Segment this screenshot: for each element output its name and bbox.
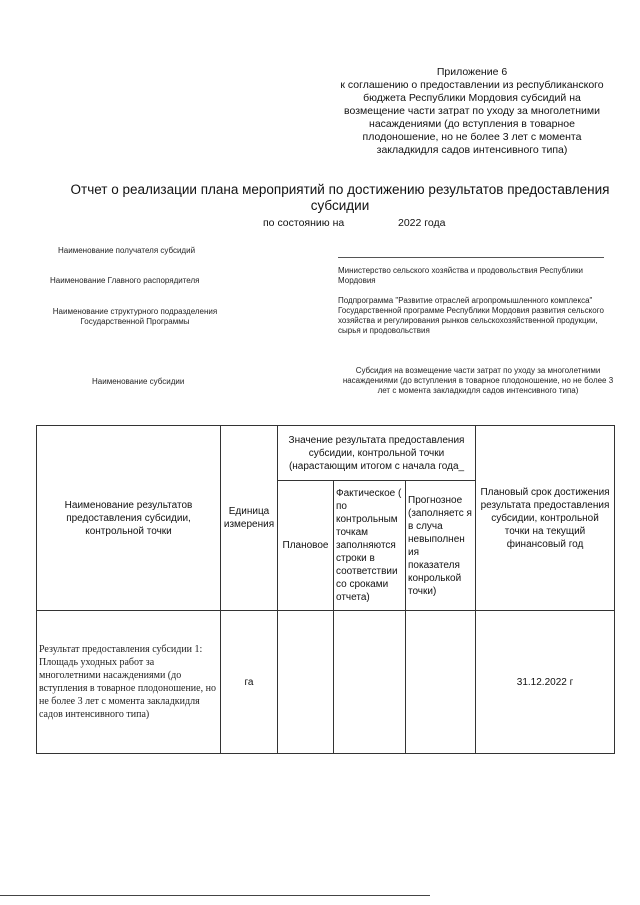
appendix-line: закладкидля садов интенсивного типа) — [376, 144, 568, 156]
appendix-line: к соглашению о предоставлении из республиканского — [340, 79, 604, 91]
appendix-line: бюджета Республики Мордовия субсидий на — [363, 92, 581, 104]
subsidy-label: Наименование субсидии — [92, 377, 185, 386]
header-forecast: Прогнозное (заполняетс я в случа невыполнен ия показателя конролькой точки) — [406, 481, 476, 611]
header-deadline: Плановый срок достижения результата предоставления субсидии, контрольной точки на текущий финансовый год — [476, 426, 615, 611]
row-forecast — [406, 611, 476, 754]
main-manager-label: Наименование Главного распорядителя — [50, 276, 200, 285]
report-title-line1: Отчет о реализации плана мероприятий по достижению результатов предоставления — [70, 182, 610, 197]
row-unit: га — [221, 611, 278, 754]
report-title — [60, 182, 620, 214]
header-actual: Фактическое ( по контрольным точкам заполняются строки в соответствии со сроками отчета) — [334, 481, 406, 611]
footer-divider — [0, 895, 430, 896]
report-state-label: по состоянию на — [263, 217, 345, 229]
row-planned — [278, 611, 334, 754]
recipient-value-line — [338, 257, 604, 258]
header-unit: Единица измерения — [221, 426, 278, 611]
report-title-line2: субсидии — [310, 198, 370, 213]
table-row — [37, 611, 615, 754]
row-deadline: 31.12.2022 г — [476, 611, 615, 754]
appendix-line: плодоношение, но не более 3 лет с момента — [362, 131, 582, 143]
row-name: Результат предоставления субсидии 1: Площадь уходных работ за многолетними насаждениями (до вступления в товарное плодоношение, но не более 3 лет с момента закладкидля садов интенсивного типа) — [37, 611, 221, 754]
header-value-group: Значение результата предоставления субсидии, контрольной точки (нарастающим итогом с начала года_ — [278, 426, 476, 481]
appendix-line: насаждениями (до вступления в товарное — [369, 118, 575, 130]
results-table — [36, 425, 615, 754]
appendix-line: Приложение 6 — [436, 66, 508, 78]
subsidy-value: Субсидия на возмещение части затрат по уходу за многолетними насаждениями (до вступления в товарное плодоношение, но не более 3 лет с момента закладкидля садов интенсивного типа) — [342, 366, 614, 395]
appendix-header — [330, 66, 614, 157]
row-actual — [334, 611, 406, 754]
recipient-label: Наименование получателя субсидий — [58, 246, 196, 255]
structural-label: Наименование структурного подразделения Государственной Программы — [52, 307, 218, 326]
structural-value: Подпрограмма "Развитие отраслей агропромышленного комплекса" Государственной программе Республики Мордовия развития сельского хозяйства и регулирования рынков сельскохозяйственной продукции, сырья и продовольствия — [338, 296, 604, 335]
appendix-line: возмещение части затрат по уходу за многолетними — [344, 105, 600, 117]
main-manager-value: Министерство сельского хозяйства и продовольствия Республики Мордовия — [338, 266, 583, 285]
header-name: Наименование результатов предоставления субсидии, контрольной точки — [37, 426, 221, 611]
header-planned: Плановое — [278, 481, 334, 611]
report-state-year: 2022 года — [398, 217, 446, 229]
